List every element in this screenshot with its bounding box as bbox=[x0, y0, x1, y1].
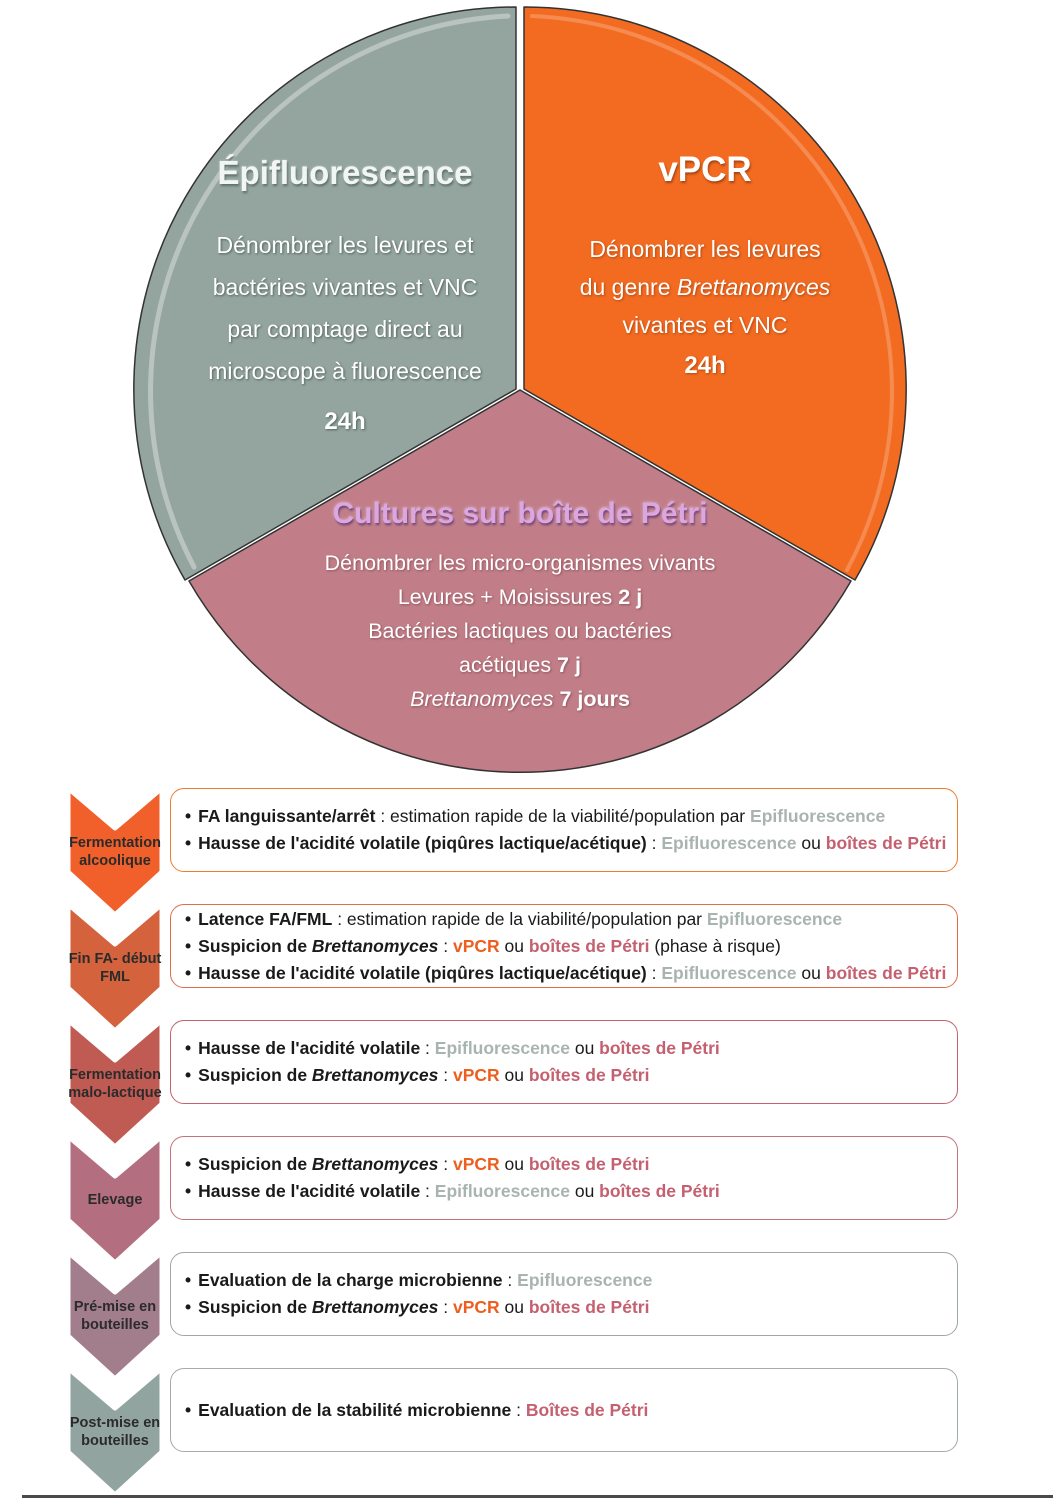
slice-line bbox=[150, 266, 540, 308]
text-segment-n: : bbox=[646, 962, 662, 983]
chevron-label-pre-mise-en-bouteilles bbox=[65, 1288, 165, 1344]
slice-title-cultures-petri: Cultures sur boîte de Pétri bbox=[332, 497, 708, 530]
timeline-item bbox=[185, 830, 947, 857]
text-segment-n: ou bbox=[796, 962, 826, 983]
text-segment-n: (phase à risque) bbox=[649, 935, 781, 956]
text-segment-n: : bbox=[420, 1181, 435, 1201]
bullet-icon: • bbox=[185, 1297, 192, 1317]
bullet-icon: • bbox=[185, 1270, 192, 1290]
bullet-icon: • bbox=[185, 1181, 192, 1201]
slice-line bbox=[525, 230, 885, 268]
text-segment-epi: Epifluorescence bbox=[750, 806, 886, 826]
text-segment-b: Suspicion de bbox=[198, 1297, 312, 1317]
text-segment-b: 2 j bbox=[618, 585, 643, 609]
timeline-box-fermentation-malo-lactique bbox=[170, 1020, 958, 1104]
bullet-icon: • bbox=[185, 962, 192, 983]
text-segment-b: Hausse de l'acidité volatile bbox=[198, 1181, 421, 1201]
bottom-divider bbox=[22, 1495, 1053, 1498]
timeline-item bbox=[185, 1035, 947, 1062]
text-segment-n: : estimation rapide de la viabilité/population par bbox=[375, 806, 751, 826]
text-segment-n: par comptage direct au bbox=[227, 316, 463, 342]
slice-body-vpcr bbox=[525, 230, 885, 344]
chevron-label-post-mise-en-bouteilles bbox=[65, 1404, 165, 1460]
text-segment-epi: Epifluorescence bbox=[661, 833, 797, 853]
text-segment-b: Hausse de l'acidité volatile (piqûres lactique/acétique) bbox=[198, 962, 647, 983]
text-segment-epi: Epifluorescence bbox=[661, 962, 797, 983]
text-segment-epi: Epifluorescence bbox=[706, 908, 843, 929]
text-segment-epi: Epifluorescence bbox=[434, 1038, 570, 1058]
text-segment-petri: boîtes de Pétri bbox=[528, 1297, 650, 1317]
text-segment-n: : bbox=[646, 833, 662, 853]
timeline-box-pre-mise-en-bouteilles bbox=[170, 1252, 958, 1336]
slice-line bbox=[150, 350, 540, 392]
slice-duration-vpcr: 24h bbox=[684, 352, 726, 379]
timeline-item bbox=[185, 1267, 947, 1294]
text-segment-n: ou bbox=[569, 1038, 600, 1058]
timeline-item bbox=[185, 1178, 947, 1205]
chevron-label-line: bouteilles bbox=[81, 1433, 149, 1449]
slice-line bbox=[525, 306, 885, 344]
timeline-item bbox=[185, 933, 947, 960]
text-segment-n: : bbox=[502, 1270, 518, 1290]
text-segment-n: Dénombrer les levures bbox=[589, 236, 821, 262]
text-segment-n: : bbox=[438, 1065, 453, 1085]
text-segment-epi: Epifluorescence bbox=[517, 1270, 653, 1290]
text-segment-n: acétiques bbox=[459, 653, 558, 677]
text-segment-n: ou bbox=[499, 1065, 529, 1085]
bullet-icon: • bbox=[185, 1399, 192, 1420]
text-segment-n: : bbox=[438, 1154, 453, 1174]
text-segment-petri: Boîtes de Pétri bbox=[525, 1399, 649, 1420]
text-segment-epi: Epifluorescence bbox=[434, 1181, 570, 1201]
slice-line bbox=[525, 268, 885, 306]
chevron-label-line: malo-lactique bbox=[68, 1085, 162, 1101]
text-segment-b: Suspicion de bbox=[198, 935, 312, 956]
text-segment-vpcr: vPCR bbox=[452, 935, 500, 956]
text-segment-petri: boîtes de Pétri bbox=[599, 1181, 720, 1201]
chevron-label-line: Fin FA- début bbox=[68, 951, 162, 967]
slice-line bbox=[295, 614, 745, 648]
text-segment-petri: boîtes de Pétri bbox=[825, 833, 947, 853]
slice-line bbox=[150, 308, 540, 350]
timeline-item bbox=[185, 1062, 947, 1089]
bullet-icon: • bbox=[185, 1154, 192, 1174]
text-segment-n: Bactéries lactiques ou bactéries bbox=[368, 619, 672, 643]
text-segment-n: ou bbox=[499, 935, 529, 956]
text-segment-n: : bbox=[511, 1399, 526, 1420]
chevron-label-fermentation-alcoolique bbox=[65, 824, 165, 880]
text-segment-n: ou bbox=[569, 1181, 600, 1201]
chevron-label-line: Elevage bbox=[87, 1192, 143, 1208]
timeline-chevron-column bbox=[65, 785, 165, 1500]
bullet-icon: • bbox=[185, 1038, 192, 1058]
bullet-icon: • bbox=[185, 935, 192, 956]
chevron-label-elevage bbox=[65, 1172, 165, 1228]
text-segment-bi: Brettanomyces bbox=[311, 1297, 439, 1317]
chevron-label-fin-fa-debut-fml bbox=[65, 940, 165, 996]
slice-line bbox=[295, 546, 745, 580]
text-segment-b: Suspicion de bbox=[198, 1065, 312, 1085]
timeline-item bbox=[185, 803, 947, 830]
text-segment-n: Dénombrer les micro-organismes vivants bbox=[324, 551, 716, 575]
text-segment-b: Hausse de l'acidité volatile bbox=[198, 1038, 421, 1058]
text-segment-n: vivantes et VNC bbox=[622, 312, 788, 338]
text-segment-bi: Brettanomyces bbox=[311, 1154, 439, 1174]
chevron-label-line: bouteilles bbox=[81, 1317, 149, 1333]
bullet-icon: • bbox=[185, 908, 192, 929]
text-segment-b: 7 j bbox=[557, 653, 581, 677]
text-segment-b: FA languissante/arrêt bbox=[198, 806, 376, 826]
text-segment-n: : bbox=[438, 935, 453, 956]
bullet-icon: • bbox=[185, 833, 192, 853]
timeline-item bbox=[185, 1294, 947, 1321]
text-segment-n: : bbox=[438, 1297, 453, 1317]
slice-title-vpcr: vPCR bbox=[658, 150, 752, 189]
slice-line bbox=[295, 648, 745, 682]
slice-line bbox=[295, 682, 745, 716]
text-segment-i: Brettanomyces bbox=[410, 687, 560, 711]
chevron-label-line: Post-mise en bbox=[69, 1415, 161, 1431]
text-segment-petri: boîtes de Pétri bbox=[825, 962, 947, 983]
timeline-item bbox=[185, 1151, 947, 1178]
timeline-item bbox=[185, 960, 947, 987]
slice-line bbox=[150, 224, 540, 266]
timeline-item bbox=[185, 906, 947, 933]
chevron-label-line: Pré-mise en bbox=[73, 1299, 157, 1315]
text-segment-i: Brettanomyces bbox=[676, 274, 831, 300]
timeline-box-fermentation-alcoolique bbox=[170, 788, 958, 872]
text-segment-b: Suspicion de bbox=[198, 1154, 312, 1174]
text-segment-petri: boîtes de Pétri bbox=[599, 1038, 720, 1058]
timeline-item bbox=[185, 1397, 947, 1424]
text-segment-n: ou bbox=[499, 1154, 529, 1174]
text-segment-bi: Brettanomyces bbox=[311, 1065, 439, 1085]
text-segment-n: : estimation rapide de la viabilité/population par bbox=[332, 908, 707, 929]
text-segment-vpcr: vPCR bbox=[452, 1154, 500, 1174]
slice-line bbox=[295, 580, 745, 614]
text-segment-bi: Brettanomyces bbox=[311, 935, 439, 956]
text-segment-b: 7 jours bbox=[559, 687, 630, 711]
chevron-label-line: Fermentation bbox=[69, 1067, 161, 1083]
text-segment-n: microscope à fluorescence bbox=[208, 358, 482, 384]
text-segment-petri: boîtes de Pétri bbox=[528, 935, 650, 956]
text-segment-n: du genre bbox=[579, 274, 677, 300]
slice-body-cultures-petri bbox=[295, 546, 745, 716]
text-segment-b: Latence FA/FML bbox=[198, 908, 333, 929]
bullet-icon: • bbox=[185, 806, 192, 826]
text-segment-vpcr: vPCR bbox=[452, 1065, 500, 1085]
chevron-label-line: FML bbox=[100, 969, 130, 985]
text-segment-petri: boîtes de Pétri bbox=[528, 1065, 650, 1085]
chevron-label-line: Fermentation bbox=[69, 835, 161, 851]
timeline-box-fin-fa-debut-fml bbox=[170, 904, 958, 988]
text-segment-n: ou bbox=[499, 1297, 529, 1317]
timeline-box-elevage bbox=[170, 1136, 958, 1220]
text-segment-petri: boîtes de Pétri bbox=[528, 1154, 650, 1174]
timeline-box-post-mise-en-bouteilles bbox=[170, 1368, 958, 1452]
text-segment-vpcr: vPCR bbox=[452, 1297, 500, 1317]
text-segment-b: Evaluation de la charge microbienne bbox=[198, 1270, 503, 1290]
text-segment-n: bactéries vivantes et VNC bbox=[212, 274, 478, 300]
text-segment-n: ou bbox=[796, 833, 826, 853]
text-segment-n: Dénombrer les levures et bbox=[216, 232, 474, 258]
slice-title-epifluorescence: Épifluorescence bbox=[217, 154, 473, 191]
slice-duration-epifluorescence: 24h bbox=[324, 408, 366, 435]
text-segment-b: Hausse de l'acidité volatile (piqûres lactique/acétique) bbox=[198, 833, 647, 853]
bullet-icon: • bbox=[185, 1065, 192, 1085]
text-segment-n: : bbox=[420, 1038, 435, 1058]
text-segment-b: Evaluation de la stabilité microbienne bbox=[198, 1399, 512, 1420]
text-segment-n: Levures + Moisissures bbox=[397, 585, 619, 609]
chevron-label-fermentation-malo-lactique bbox=[65, 1056, 165, 1112]
chevron-label-line: alcoolique bbox=[79, 853, 151, 869]
slice-body-epifluorescence bbox=[150, 224, 540, 392]
